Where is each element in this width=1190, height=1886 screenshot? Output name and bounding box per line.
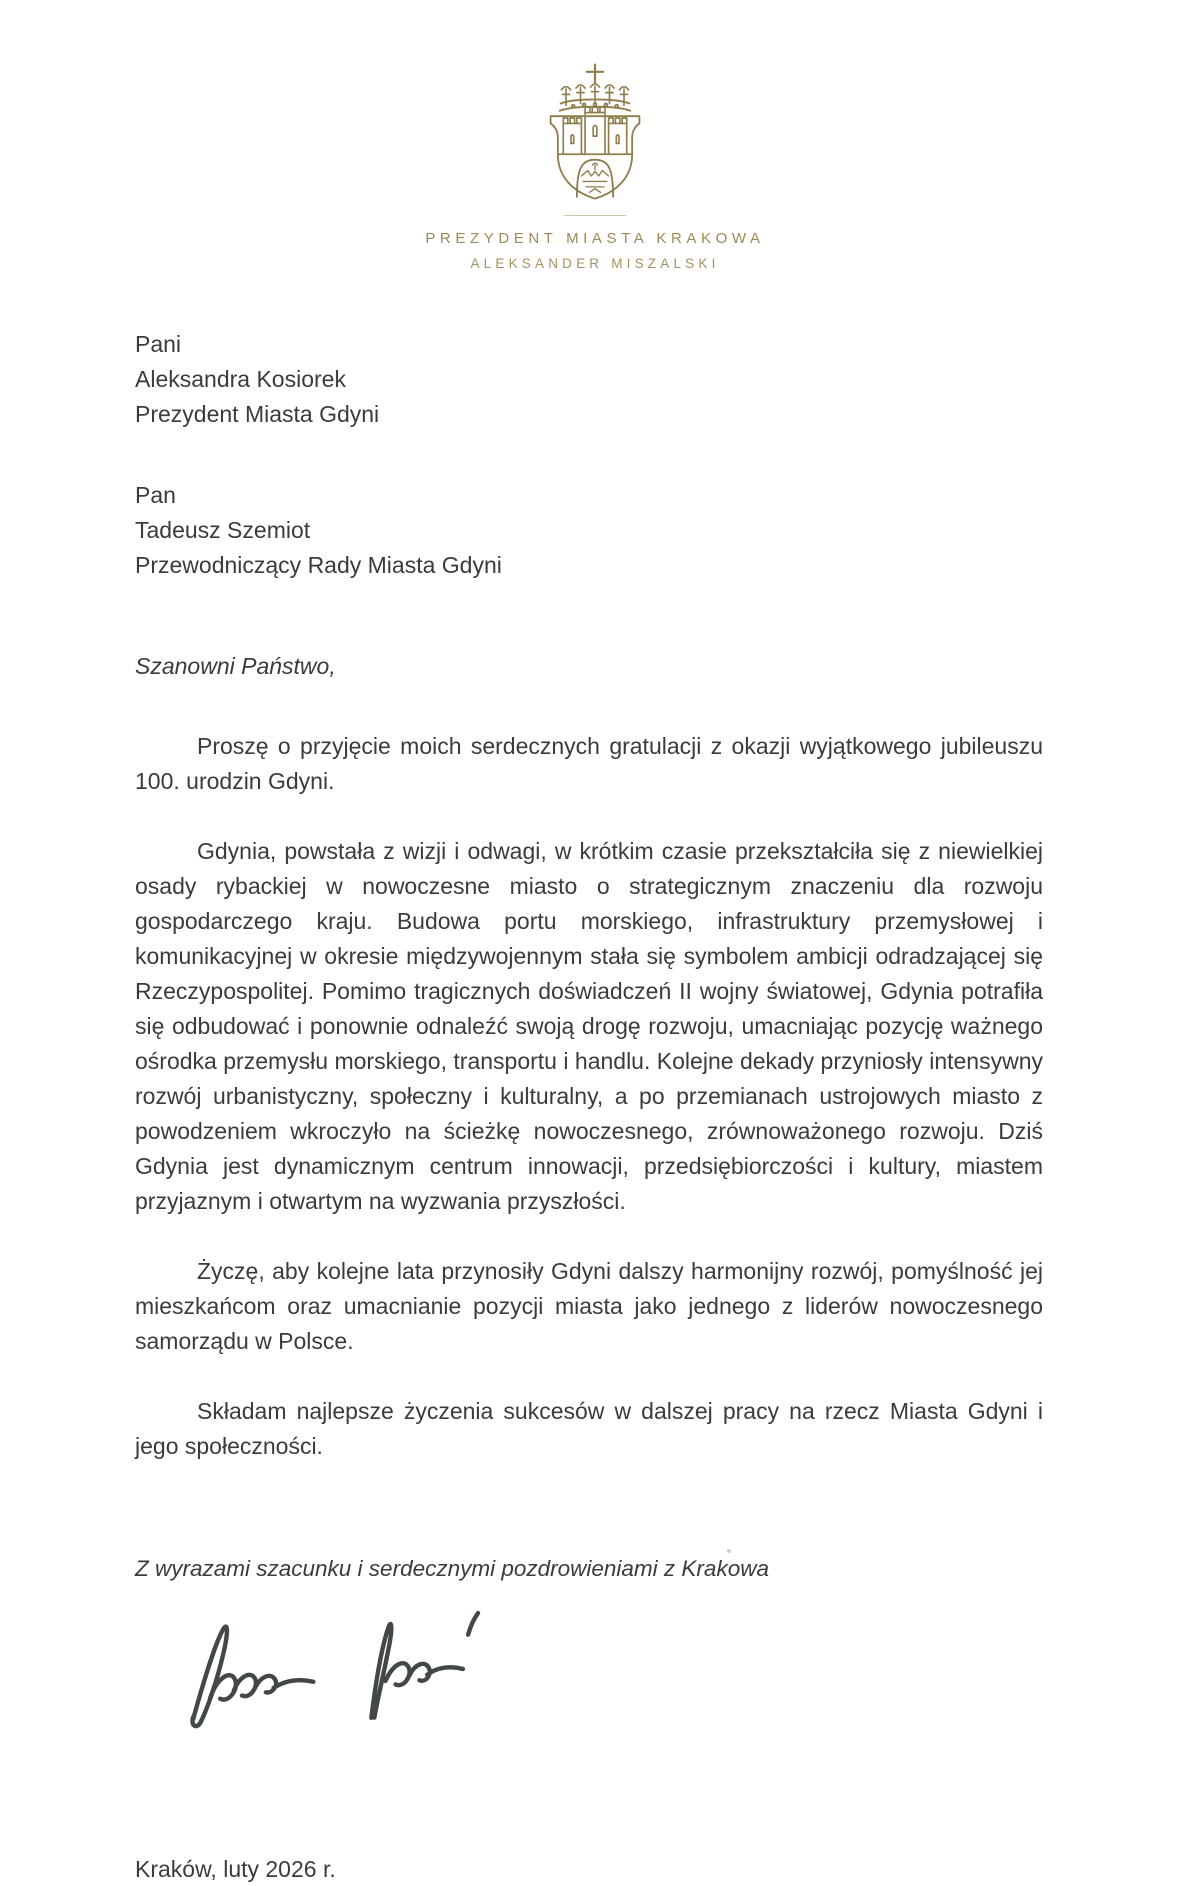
recipient-title: Przewodniczący Rady Miasta Gdyni xyxy=(135,552,502,578)
greeting: Szanowni Państwo, xyxy=(135,653,336,679)
letterhead-official-name: ALEKSANDER MISZALSKI xyxy=(470,256,720,271)
paragraph: Życzę, aby kolejne lata przynosiły Gdyni dalszy harmonijny rozwój, pomyślność jej mieszkańcom oraz umacnianie pozycji miasta jako jednego z liderów nowoczesnego samorządu w Polsce. xyxy=(135,1258,1043,1354)
letter-body xyxy=(135,327,1043,1886)
paragraphs xyxy=(135,729,1043,1464)
paragraph: Gdynia, powstała z wizji i odwagi, w krótkim czasie przekształciła się z niewielkiej osady rybackiej w nowoczesne miasto o strategicznym znaczeniu dla rozwoju gospodarczego kraju. Budowa portu morskiego, infrastruktury przemysłowej i komunikacyjnej w okresie międzywojennym stała się symbolem ambicji odradzającej się Rzeczypospolitej. Pomimo tragicznych doświadczeń II wojny światowej, Gdynia potrafiła się odbudować i ponownie odnaleźć swoją drogę rozwoju, umacniając pozycję ważnego ośrodka przemysłu morskiego, transportu i handlu. Kolejne dekady przyniosły intensywny rozwój urbanistyczny, społeczny i kulturalny, a po przemianach ustrojowych miasto z powodzeniem wkroczyło na ścieżkę nowoczesnego, zrównoważonego rozwoju. Dziś Gdynia jest dynamicznym centrum innowacji, przedsiębiorczości i kultury, miastem przyjaznym i otwartym na wyzwania przyszłości. xyxy=(135,838,1043,1214)
krakow-crest-icon xyxy=(536,60,654,205)
handwritten-signature-icon xyxy=(173,1614,483,1734)
recipient-name: Tadeusz Szemiot xyxy=(135,517,311,543)
paragraph: Proszę o przyjęcie moich serdecznych gratulacji z okazji wyjątkowego jubileuszu 100. urodzin Gdyni. xyxy=(135,733,1043,794)
closing-line: Z wyrazami szacunku i serdecznymi pozdrowieniami z Krakowa xyxy=(135,1556,769,1581)
recipient-salutation: Pan xyxy=(135,482,176,508)
letterhead xyxy=(0,0,1190,271)
recipient-block xyxy=(135,327,1043,432)
letterhead-divider xyxy=(564,215,626,216)
paragraph: Składam najlepsze życzenia sukcesów w dalszej pracy na rzecz Miasta Gdyni i jego społeczności. xyxy=(135,1398,1043,1459)
recipient-title: Prezydent Miasta Gdyni xyxy=(135,401,380,427)
letterhead-office-title: PREZYDENT MIASTA KRAKOWA xyxy=(425,230,765,247)
scan-speck xyxy=(727,1549,731,1553)
dateline: Kraków, luty 2026 r. xyxy=(135,1856,336,1882)
recipient-name: Aleksandra Kosiorek xyxy=(135,366,346,392)
recipient-salutation: Pani xyxy=(135,331,182,357)
recipient-block xyxy=(135,478,1043,583)
